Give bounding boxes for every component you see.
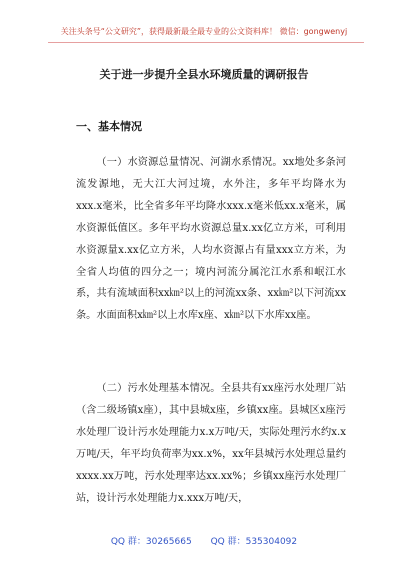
paragraph-water-resources: （一）水资源总量情况、河湖水系情况。xx地处多条河流发源地，无大江大河过境，水外注，多年平均降水为xxx.x毫米，比全省多年平均降水xxx.x毫米低xx.x毫米，属水资源低值区。多年平均水资源总量x.xx亿立方米，可利用水资源量x.xx亿立方米，人均水资源占有量xxx立方米，为全省人均值的四分之一；境内河流分属沱江水系和岷江水系，共有流域面积xx㎞²以上的河流xx条、xx㎞²以下河流xx条。水面面积x㎞²以上水库x座、x㎞²以下水库xx座。 (76, 157, 346, 322)
document-title: 关于进一步提升全县水环境质量的调研报告 (99, 68, 309, 81)
header-promo-note: 关注头条号“公文研究”，获得最新最全最专业的公文资料库！ 微信：gongwenyj (60, 27, 348, 36)
footer-qq-group-1: QQ 群：30265665 (110, 537, 192, 547)
header-divider (48, 42, 364, 43)
footer-qq-group-2: QQ 群：535304092 (210, 537, 298, 547)
paragraph-sewage-treatment: （二）污水处理基本情况。全县共有xx座污水处理厂站（含二级场镇x座），其中县城x座，乡镇xx座。县城区x座污水处理厂设计污水处理能力x.x万吨/天，实际处理污水约x.x万吨/天，年平均负荷率为xx.x%，xx年县城污水处理总量约xxxx.xx万吨，污水处理率达xx.xx%；乡镇xx座污水处理厂站，设计污水处理能力x.xxx万吨/天， (76, 383, 346, 504)
section-heading: 一、基本情况 (76, 120, 142, 133)
footer-contacts (0, 534, 408, 547)
